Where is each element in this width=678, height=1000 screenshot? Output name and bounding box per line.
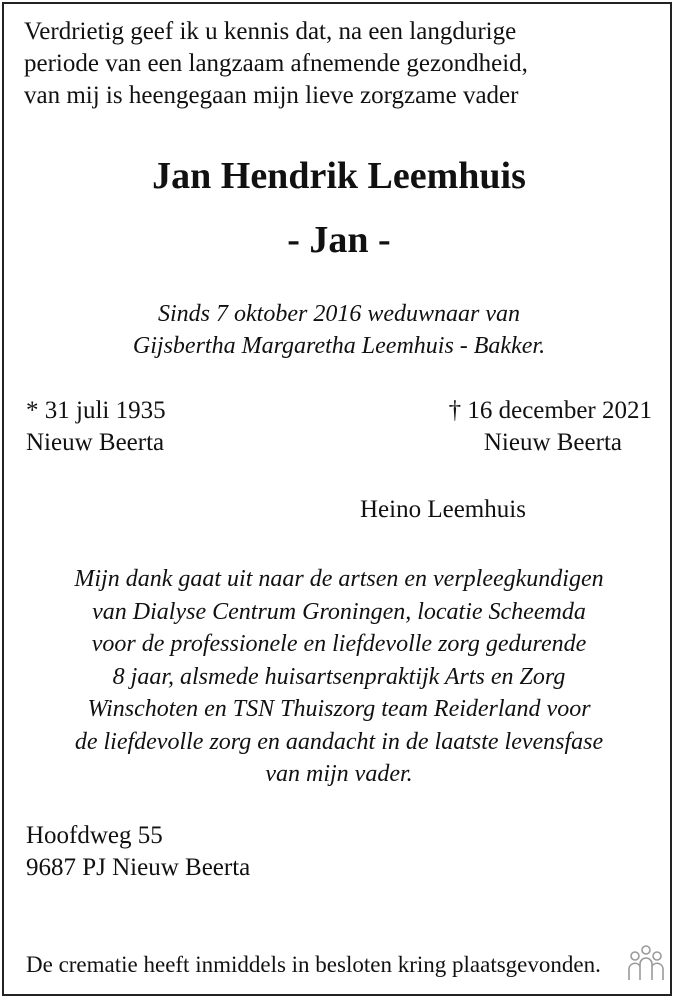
intro-line: van mij is heengegaan mijn lieve zorgzame vader bbox=[24, 82, 519, 109]
people-group-icon bbox=[626, 944, 666, 984]
thanks-line: van mijn vader. bbox=[265, 761, 413, 787]
deceased-name: Jan Hendrik Leemhuis bbox=[152, 155, 526, 197]
signer-name: Heino Leemhuis bbox=[360, 496, 526, 523]
address-block bbox=[26, 820, 250, 884]
thanks-line: de liefdevolle zorg en aandacht in de laatste levensfase bbox=[74, 728, 604, 755]
spouse-line: Gijsbertha Margaretha Leemhuis - Bakker. bbox=[132, 333, 546, 359]
cremation-note: De crematie heeft inmiddels in besloten kring plaatsgevonden. bbox=[26, 952, 601, 977]
address-street: Hoofdweg 55 bbox=[26, 822, 163, 849]
spouse-note bbox=[0, 298, 678, 362]
thanks-line: Winschoten en TSN Thuiszorg team Reiderland voor bbox=[87, 696, 591, 722]
intro-line: Verdrietig geef ik u kennis dat, na een langdurige bbox=[24, 18, 517, 45]
death-info bbox=[449, 395, 652, 459]
birth-date: * 31 juli 1935 bbox=[26, 397, 166, 424]
thanks-line: 8 jaar, alsmede huisartsenpraktijk Arts en Zorg bbox=[112, 663, 566, 690]
thanks-line: voor de professionele en liefdevolle zorg gedurende bbox=[91, 631, 587, 657]
death-date: † 16 december 2021 bbox=[448, 397, 652, 424]
deceased-nickname: - Jan - bbox=[287, 219, 391, 261]
birth-info bbox=[26, 395, 166, 459]
thanks-line: Mijn dank gaat uit naar de artsen en verpleegkundigen bbox=[74, 566, 604, 592]
thanks-line: van Dialyse Centrum Groningen, locatie Scheemda bbox=[92, 598, 586, 625]
spouse-line: Sinds 7 oktober 2016 weduwnaar van bbox=[158, 301, 520, 327]
intro-text bbox=[24, 16, 654, 112]
intro-line: periode van een langzaam afnemende gezondheid, bbox=[24, 50, 528, 77]
address-city: 9687 PJ Nieuw Beerta bbox=[26, 854, 251, 881]
death-place: Nieuw Beerta bbox=[483, 429, 622, 456]
birth-place: Nieuw Beerta bbox=[26, 429, 165, 456]
thanks-text bbox=[0, 563, 678, 791]
